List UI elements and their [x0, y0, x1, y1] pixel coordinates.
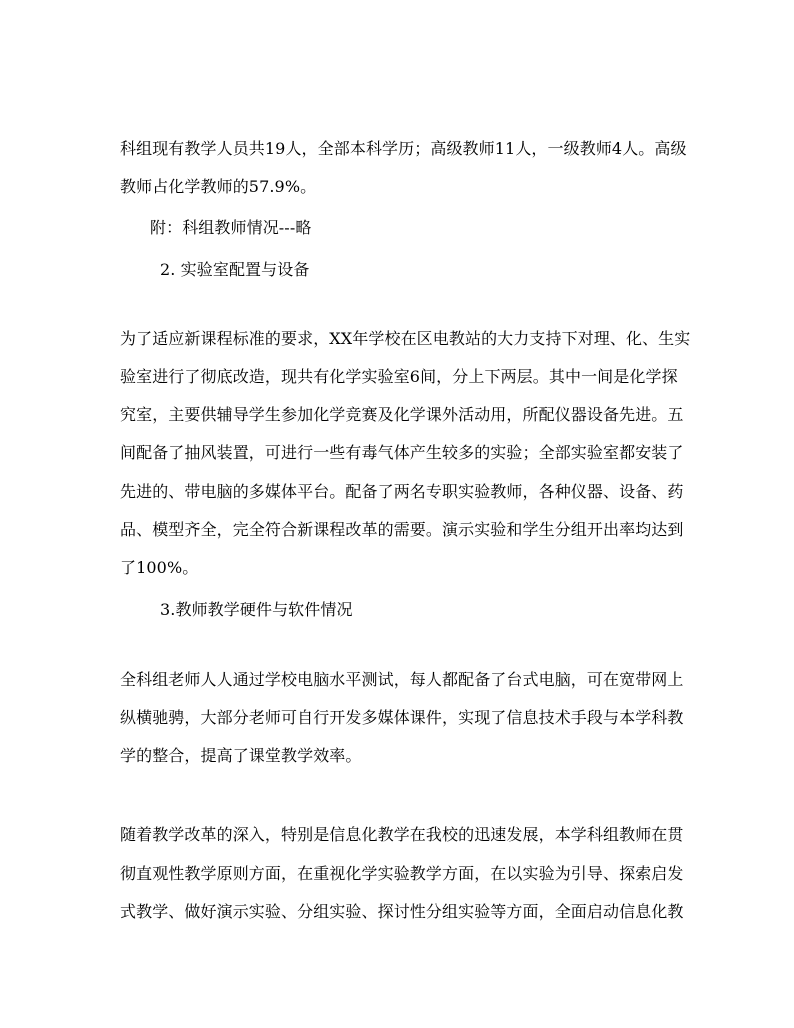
appendix-note: 附：科组教师情况---略: [150, 218, 312, 237]
paragraph-2-line-1: 为了适应新课程标准的要求，XX年学校在区电教站的大力支持下对理、化、生实: [120, 329, 691, 348]
paragraph-2-line-3: 究室，主要供辅导学生参加化学竞赛及化学课外活动用，所配仪器设备先进。五: [120, 405, 684, 424]
paragraph-1-line-1: 科组现有教学人员共19人，全部本科学历；高级教师11人，一级教师4人。高级: [120, 139, 687, 158]
paragraph-4-line-2: 彻直观性教学原则方面，在重视化学实验教学方面，在以实验为引导、探索启发: [120, 864, 684, 883]
paragraph-4-line-1: 随着教学改革的深入，特别是信息化教学在我校的迅速发展，本学科组教师在贯: [120, 825, 684, 844]
paragraph-2-line-6: 品、模型齐全，完全符合新课程改革的需要。演示实验和学生分组开出率均达到: [120, 520, 684, 539]
paragraph-1-line-2: 教师占化学教师的57.9%。: [120, 177, 317, 196]
paragraph-3-line-2: 纵横驰骋，大部分老师可自行开发多媒体课件，实现了信息技术手段与本学科教: [120, 708, 684, 727]
paragraph-3-line-3: 学的整合，提高了课堂教学效率。: [120, 746, 362, 765]
section-2-heading: 2. 实验室配置与设备: [160, 260, 310, 279]
paragraph-2-line-5: 先进的、带电脑的多媒体平台。配备了两名专职实验教师，各种仪器、设备、药: [120, 482, 684, 501]
paragraph-4-line-3: 式教学、做好演示实验、分组实验、探讨性分组实验等方面，全面启动信息化教: [120, 902, 684, 921]
paragraph-3-line-1: 全科组老师人人通过学校电脑水平测试，每人都配备了台式电脑，可在宽带网上: [120, 670, 684, 689]
section-3-heading: 3.教师教学硬件与软件情况: [160, 600, 353, 619]
paragraph-2-line-7: 了100%。: [120, 558, 199, 577]
paragraph-2-line-4: 间配备了抽风装置，可进行一些有毒气体产生较多的实验；全部实验室都安装了: [120, 443, 684, 462]
paragraph-2-line-2: 验室进行了彻底改造，现共有化学实验室6间，分上下两层。其中一间是化学探: [120, 367, 678, 386]
